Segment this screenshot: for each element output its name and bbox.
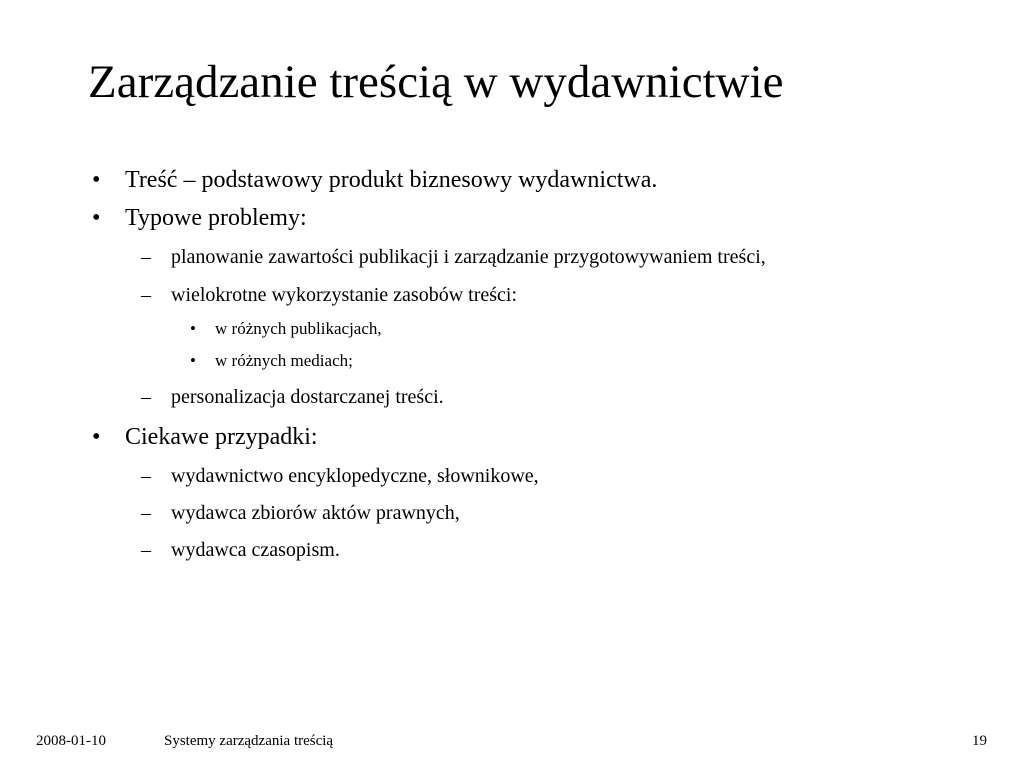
sub-sub-bullet-text: w różnych mediach; [215, 351, 353, 370]
bullet-icon: • [190, 351, 196, 370]
sub-bullet-text: personalizacja dostarczanej treści. [171, 386, 444, 408]
bullet-text: Ciekawe przypadki: [125, 424, 318, 450]
bullet-icon: • [92, 424, 101, 450]
sub-bullet-item [141, 244, 766, 270]
sub-bullet-item [141, 282, 518, 308]
sub-sub-bullet-item [190, 350, 353, 372]
dash-icon: – [141, 246, 151, 268]
sub-bullet-item [141, 500, 460, 526]
dash-icon: – [141, 539, 151, 561]
sub-sub-bullet-item [190, 318, 382, 340]
dash-icon: – [141, 465, 151, 487]
sub-bullet-item [141, 384, 444, 410]
dash-icon: – [141, 502, 151, 524]
sub-bullet-item [141, 537, 340, 563]
sub-bullet-item [141, 463, 539, 489]
sub-bullet-text: wielokrotne wykorzystanie zasobów treści: [171, 284, 518, 306]
sub-bullet-text: wydawca czasopism. [171, 539, 340, 561]
sub-bullet-text: wydawnictwo encyklopedyczne, słownikowe, [171, 465, 539, 487]
sub-sub-bullet-text: w różnych publikacjach, [215, 319, 382, 338]
bullet-item [92, 203, 307, 233]
bullet-icon: • [92, 205, 101, 231]
bullet-item [92, 422, 318, 452]
sub-bullet-text: wydawca zbiorów aktów prawnych, [171, 502, 460, 524]
bullet-text: Typowe problemy: [125, 205, 307, 231]
footer-title: Systemy zarządzania treścią [164, 733, 334, 749]
dash-icon: – [141, 284, 151, 306]
bullet-icon: • [190, 319, 196, 338]
dash-icon: – [141, 386, 151, 408]
footer-date: 2008-01-10 [36, 733, 106, 749]
bullet-text: Treść – podstawowy produkt biznesowy wydawnictwa. [125, 167, 658, 193]
slide-title: Zarządzanie treścią w wydawnictwie [88, 56, 784, 108]
sub-bullet-text: planowanie zawartości publikacji i zarządzanie przygotowywaniem treści, [171, 246, 766, 268]
bullet-icon: • [92, 167, 101, 193]
bullet-item [92, 165, 658, 195]
page-number: 19 [972, 733, 987, 749]
